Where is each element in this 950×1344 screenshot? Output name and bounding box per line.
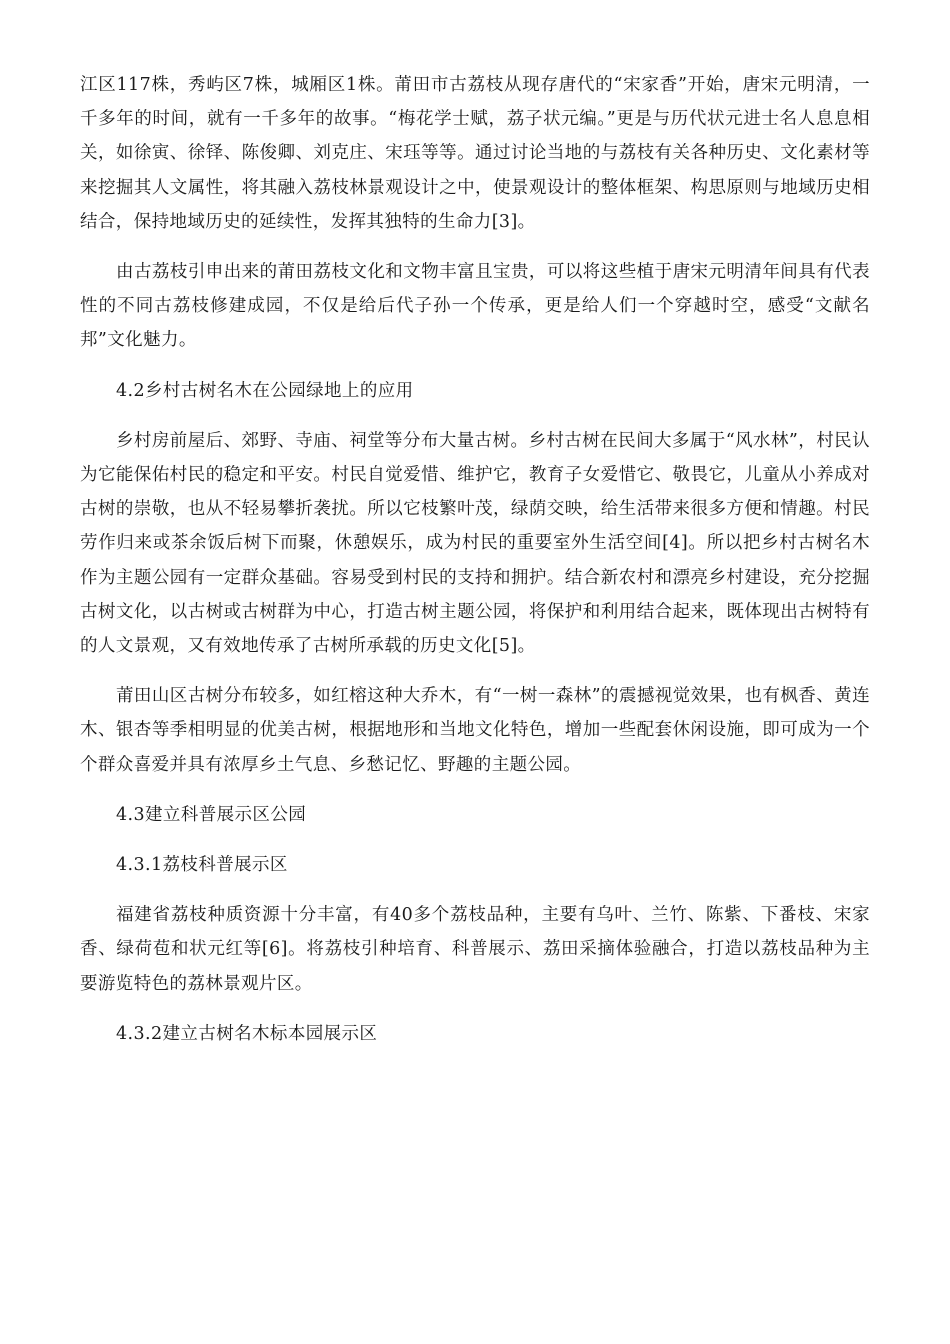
paragraph-ancient-lychee-history: 江区117株，秀屿区7株，城厢区1株。莆田市古荔枝从现存唐代的“宋家香”开始，唐宋元明清，一千多年的时间，就有一千多年的故事。“梅花学士赋，荔子状元编。”更是与历代状元进士名人息息相关，如徐寅、徐铎、陈俊卿、刘克庄、宋珏等等。通过讨论当地的与荔枝有关各种历史、文化素材等来挖掘其人文属性，将其融入荔枝林景观设计之中，使景观设计的整体框架、构思原则与地域历史相结合，保持地域历史的延续性，发挥其独特的生命力[3]。 <box>80 75 870 232</box>
document-page <box>80 68 870 1067</box>
section-heading-4-3-2: 4.3.2建立古树名木标本园展示区 <box>116 1023 378 1044</box>
paragraph-lychee-varieties: 福建省荔枝种质资源十分丰富，有40多个荔枝品种，主要有乌叶、兰竹、陈紫、下番枝、宋家香、绿荷苞和状元红等[6]。将荔枝引种培育、科普展示、荔田采摘体验融合，打造以荔枝品种为主要游览特色的荔林景观片区。 <box>80 905 870 994</box>
paragraph-mountain-ancient-trees: 莆田山区古树分布较多，如红榕这种大乔木，有“一树一森林”的震撼视觉效果，也有枫香、黄连木、银杏等季相明显的优美古树，根据地形和当地文化特色，增加一些配套休闲设施，即可成为一个个群众喜爱并具有浓厚乡土气息、乡愁记忆、野趣的主题公园。 <box>80 686 870 775</box>
paragraph-lychee-culture: 由古荔枝引申出来的莆田荔枝文化和文物丰富且宝贵，可以将这些植于唐宋元明清年间具有代表性的不同古荔枝修建成园，不仅是给后代子孙一个传承，更是给人们一个穿越时空，感受“文献名邦”文化魅力。 <box>80 262 870 351</box>
section-heading-4-3: 4.3建立科普展示区公园 <box>116 804 307 825</box>
paragraph-village-ancient-trees: 乡村房前屋后、郊野、寺庙、祠堂等分布大量古树。乡村古树在民间大多属于“风水林”，村民认为它能保佑村民的稳定和平安。村民自觉爱惜、维护它，教育子女爱惜它、敬畏它，儿童从小养成对古树的崇敬，也从不轻易攀折袭扰。所以它枝繁叶茂，绿荫交映，给生活带来很多方便和情趣。村民劳作归来或茶余饭后树下而聚，休憩娱乐，成为村民的重要室外生活空间[4]。所以把乡村古树名木作为主题公园有一定群众基础。容易受到村民的支持和拥护。结合新农村和漂亮乡村建设，充分挖掘古树文化，以古树或古树群为中心，打造古树主题公园，将保护和利用结合起来，既体现出古树特有的人文景观，又有效地传承了古树所承载的历史文化[5]。 <box>80 430 870 657</box>
section-heading-4-3-1: 4.3.1荔枝科普展示区 <box>116 855 288 876</box>
section-heading-4-2: 4.2乡村古树名木在公园绿地上的应用 <box>116 380 414 401</box>
